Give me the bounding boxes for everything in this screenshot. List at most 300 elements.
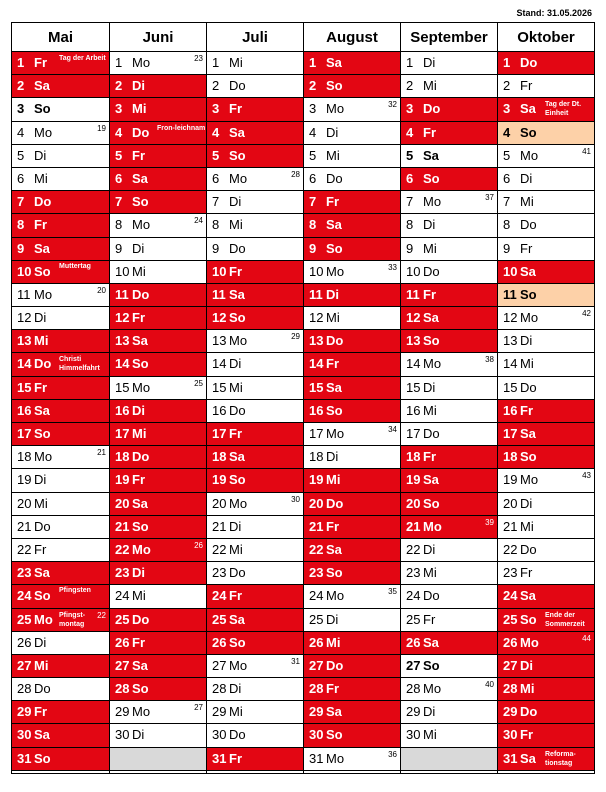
- day-cell: [12, 655, 109, 678]
- weekday-label: Fr: [34, 704, 47, 720]
- weekday-label: Di: [229, 518, 242, 534]
- weekday-label: Di: [34, 634, 47, 650]
- month-column-juli: [206, 23, 303, 773]
- weekday-label: Mo: [326, 426, 345, 441]
- day-number: 14: [406, 356, 421, 372]
- day-number: 11: [212, 286, 226, 302]
- day-number: 18: [17, 449, 32, 465]
- weekday-label: Di: [132, 402, 145, 418]
- holiday-note: Tag der Arbeit: [59, 55, 106, 62]
- day-cell: [207, 353, 303, 376]
- day-number: 24: [115, 588, 130, 604]
- calendar-week-number: 25: [194, 378, 203, 388]
- day-cell: [498, 214, 594, 237]
- day-number: 10: [503, 263, 518, 279]
- day-cell: [110, 539, 206, 562]
- day-cell: [12, 632, 109, 655]
- calendar-week-number: 36: [388, 749, 397, 759]
- day-cell: [498, 75, 594, 98]
- day-cell: [498, 632, 594, 655]
- day-number: 2: [309, 78, 317, 94]
- day-number: 28: [406, 681, 421, 697]
- empty-day-cell: [110, 748, 206, 771]
- day-number: 24: [503, 588, 518, 604]
- day-number: 11: [503, 286, 517, 302]
- day-number: 25: [212, 611, 227, 627]
- day-number: 18: [503, 449, 518, 465]
- calendar-week-number: 29: [291, 332, 300, 342]
- day-cell: [12, 238, 109, 261]
- day-cell: [12, 377, 109, 400]
- calendar-week-number: 41: [582, 146, 591, 156]
- day-cell: [110, 330, 206, 353]
- calendar-week-number: 32: [388, 100, 397, 110]
- weekday-label: Mo: [132, 704, 151, 720]
- day-number: 5: [115, 147, 123, 163]
- day-cell: [12, 353, 109, 376]
- day-number: 23: [309, 565, 324, 581]
- day-cell: [110, 122, 206, 145]
- weekday-label: Fr: [520, 78, 533, 94]
- day-cell: [207, 562, 303, 585]
- weekday-label: Fr: [520, 402, 533, 418]
- day-cell: [110, 423, 206, 446]
- day-cell: [207, 446, 303, 469]
- day-cell: [498, 353, 594, 376]
- weekday-label: Sa: [326, 704, 342, 720]
- weekday-label: Sa: [34, 78, 50, 94]
- day-number: 4: [503, 124, 511, 140]
- weekday-label: Di: [229, 194, 242, 210]
- weekday-label: Di: [326, 286, 339, 302]
- day-cell: [207, 748, 303, 771]
- day-cell: [498, 446, 594, 469]
- holiday-note: Fron-leichnam: [157, 124, 206, 132]
- day-cell: [12, 145, 109, 168]
- weekday-label: Sa: [423, 147, 439, 163]
- day-number: 25: [309, 611, 324, 627]
- day-number: 5: [406, 147, 414, 163]
- weekday-label: Mo: [423, 194, 442, 210]
- day-number: 17: [212, 426, 227, 441]
- weekday-label: Fr: [229, 588, 242, 604]
- day-number: 3: [115, 101, 123, 117]
- weekday-label: So: [423, 495, 440, 511]
- day-cell: [207, 423, 303, 446]
- weekday-label: So: [34, 101, 51, 117]
- day-number: 28: [115, 681, 130, 697]
- day-number: 8: [309, 217, 317, 233]
- day-cell: [498, 238, 594, 261]
- weekday-label: Mi: [326, 147, 340, 163]
- day-cell: [498, 168, 594, 191]
- weekday-label: Fr: [423, 286, 436, 302]
- day-cell: [110, 446, 206, 469]
- weekday-label: Do: [34, 681, 51, 697]
- weekday-label: Sa: [229, 449, 245, 465]
- day-cell: [498, 98, 594, 121]
- day-number: 25: [406, 611, 421, 627]
- weekday-label: Mo: [520, 147, 539, 163]
- weekday-label: Mi: [326, 472, 341, 488]
- day-number: 16: [309, 402, 324, 418]
- day-cell: [12, 701, 109, 724]
- day-cell: [401, 493, 497, 516]
- weekday-label: Fr: [423, 124, 436, 140]
- day-cell: [498, 307, 594, 330]
- day-number: 9: [309, 240, 317, 256]
- weekday-label: Di: [132, 78, 145, 94]
- day-cell: [12, 423, 109, 446]
- day-cell: [401, 562, 497, 585]
- holiday-note: Reforma-tionstag: [545, 750, 576, 767]
- weekday-label: Mo: [229, 657, 248, 673]
- weekday-label: Mi: [132, 263, 146, 279]
- day-cell: [304, 609, 400, 632]
- day-number: 7: [309, 194, 317, 210]
- weekday-label: Mi: [326, 310, 340, 326]
- day-cell: [304, 423, 400, 446]
- weekday-label: Fr: [326, 194, 339, 210]
- day-cell: [498, 52, 594, 75]
- weekday-label: So: [326, 402, 343, 418]
- day-number: 1: [212, 55, 220, 70]
- day-cell: [207, 98, 303, 121]
- day-number: 13: [17, 333, 32, 349]
- weekday-label: Do: [520, 541, 537, 557]
- day-cell: [110, 400, 206, 423]
- day-cell: [12, 261, 109, 284]
- weekday-label: So: [132, 356, 149, 372]
- weekday-label: Di: [132, 240, 145, 256]
- month-column-oktober: [497, 23, 594, 773]
- day-cell: [401, 261, 497, 284]
- weekday-label: Di: [34, 310, 47, 326]
- month-header: Juli: [207, 23, 303, 52]
- weekday-label: So: [326, 78, 343, 94]
- day-cell: [401, 214, 497, 237]
- weekday-label: Sa: [520, 426, 536, 441]
- day-cell: [401, 539, 497, 562]
- day-number: 26: [406, 634, 421, 650]
- weekday-label: Do: [132, 286, 150, 302]
- day-number: 27: [212, 657, 227, 673]
- day-number: 25: [17, 611, 32, 627]
- weekday-label: Do: [423, 426, 440, 441]
- calendar-week-number: 31: [291, 656, 300, 666]
- calendar-grid: [11, 22, 595, 774]
- day-number: 20: [309, 495, 324, 511]
- day-number: 26: [503, 634, 518, 650]
- month-header: Mai: [12, 23, 109, 52]
- day-number: 11: [17, 286, 31, 302]
- day-number: 8: [17, 217, 25, 233]
- day-cell: [207, 261, 303, 284]
- weekday-label: Mo: [326, 101, 345, 117]
- day-number: 31: [17, 750, 32, 766]
- day-cell: [304, 469, 400, 492]
- day-cell: [304, 377, 400, 400]
- weekday-label: So: [520, 611, 537, 627]
- day-cell: [110, 214, 206, 237]
- day-cell: [401, 122, 497, 145]
- day-cell: [498, 261, 594, 284]
- day-number: 29: [503, 704, 518, 720]
- weekday-label: So: [34, 426, 51, 441]
- weekday-label: Fr: [326, 518, 339, 534]
- day-cell: [498, 122, 594, 145]
- day-cell: [401, 52, 497, 75]
- day-cell: [304, 307, 400, 330]
- day-number: 27: [406, 657, 421, 673]
- day-number: 13: [406, 333, 421, 349]
- weekday-label: Fr: [423, 449, 436, 465]
- day-number: 9: [406, 240, 414, 256]
- day-number: 7: [115, 194, 123, 210]
- day-number: 9: [212, 240, 220, 256]
- weekday-label: Do: [132, 449, 150, 465]
- day-number: 18: [115, 449, 130, 465]
- day-cell: [401, 609, 497, 632]
- day-cell: [498, 377, 594, 400]
- day-cell: [498, 284, 594, 307]
- day-cell: [498, 516, 594, 539]
- day-number: 20: [503, 495, 518, 511]
- weekday-label: Mo: [520, 472, 539, 488]
- day-cell: [304, 446, 400, 469]
- day-number: 28: [17, 681, 32, 697]
- month-column-august: [303, 23, 400, 773]
- weekday-label: Mi: [229, 55, 243, 70]
- day-number: 6: [309, 170, 317, 186]
- weekday-label: So: [326, 727, 343, 743]
- day-number: 19: [212, 472, 227, 488]
- day-number: 19: [17, 472, 32, 488]
- day-cell: [110, 678, 206, 701]
- weekday-label: Mi: [34, 170, 48, 186]
- day-number: 24: [406, 588, 421, 604]
- day-cell: [110, 655, 206, 678]
- day-cell: [401, 400, 497, 423]
- weekday-label: Mi: [34, 657, 49, 673]
- weekday-label: Sa: [423, 472, 439, 488]
- day-cell: [207, 493, 303, 516]
- day-number: 21: [309, 518, 324, 534]
- day-number: 13: [503, 333, 518, 349]
- weekday-label: Mo: [34, 124, 53, 140]
- day-number: 11: [309, 286, 323, 302]
- day-cell: [401, 469, 497, 492]
- holiday-note: Tag der Dt. Einheit: [545, 101, 582, 118]
- day-cell: [12, 214, 109, 237]
- day-cell: [304, 75, 400, 98]
- day-cell: [12, 168, 109, 191]
- day-number: 4: [17, 124, 25, 140]
- day-number: 22: [212, 541, 227, 557]
- day-cell: [304, 539, 400, 562]
- weekday-label: Sa: [34, 402, 50, 418]
- weekday-label: Sa: [34, 727, 50, 743]
- day-cell: [207, 585, 303, 608]
- day-cell: [110, 724, 206, 747]
- day-cell: [110, 98, 206, 121]
- weekday-label: Fr: [132, 634, 145, 650]
- day-cell: [304, 145, 400, 168]
- day-number: 10: [17, 263, 32, 279]
- month-header: Juni: [110, 23, 206, 52]
- day-cell: [110, 284, 206, 307]
- weekday-label: So: [229, 147, 246, 163]
- calendar-week-number: 43: [582, 471, 591, 481]
- calendar-week-number: 37: [485, 193, 494, 203]
- weekday-label: Fr: [34, 541, 47, 557]
- day-cell: [498, 400, 594, 423]
- day-cell: [498, 469, 594, 492]
- day-number: 29: [309, 704, 324, 720]
- day-cell: [207, 678, 303, 701]
- day-number: 18: [212, 449, 227, 465]
- day-number: 10: [212, 263, 227, 279]
- weekday-label: So: [132, 194, 149, 210]
- day-cell: [498, 609, 594, 632]
- day-number: 21: [17, 518, 32, 534]
- weekday-label: Do: [520, 379, 537, 395]
- day-number: 17: [17, 426, 32, 441]
- day-cell: [304, 632, 400, 655]
- weekday-label: Mi: [229, 217, 243, 233]
- day-number: 1: [503, 55, 511, 70]
- day-number: 19: [309, 472, 324, 488]
- day-number: 22: [309, 541, 324, 557]
- day-cell: [110, 353, 206, 376]
- weekday-label: Mo: [132, 379, 151, 395]
- day-cell: [304, 516, 400, 539]
- day-cell: [12, 52, 109, 75]
- weekday-label: Mi: [423, 727, 437, 743]
- day-cell: [110, 701, 206, 724]
- day-cell: [304, 330, 400, 353]
- weekday-label: Do: [132, 124, 150, 140]
- day-number: 29: [212, 704, 227, 720]
- day-cell: [110, 238, 206, 261]
- weekday-label: Fr: [423, 611, 436, 627]
- day-number: 14: [309, 356, 324, 372]
- weekday-label: So: [34, 588, 51, 604]
- weekday-label: Do: [229, 727, 246, 743]
- weekday-label: Mo: [326, 750, 345, 766]
- day-cell: [207, 330, 303, 353]
- day-cell: [110, 632, 206, 655]
- weekday-label: Do: [423, 101, 441, 117]
- day-cell: [401, 238, 497, 261]
- weekday-label: Mo: [132, 55, 151, 70]
- day-cell: [110, 609, 206, 632]
- day-number: 21: [503, 518, 518, 534]
- day-cell: [207, 52, 303, 75]
- month-column-september: [400, 23, 497, 773]
- day-cell: [498, 145, 594, 168]
- day-number: 3: [17, 101, 25, 117]
- day-cell: [12, 284, 109, 307]
- weekday-label: So: [423, 333, 440, 349]
- day-cell: [304, 98, 400, 121]
- day-cell: [110, 145, 206, 168]
- weekday-label: Mi: [34, 495, 48, 511]
- day-number: 2: [212, 78, 220, 94]
- month-column-juni: [109, 23, 206, 773]
- day-cell: [12, 469, 109, 492]
- day-number: 10: [406, 263, 421, 279]
- day-cell: [401, 353, 497, 376]
- stand-date: Stand: 31.05.2026: [516, 8, 592, 18]
- weekday-label: Di: [423, 704, 436, 720]
- weekday-label: So: [520, 124, 537, 140]
- day-cell: [207, 724, 303, 747]
- day-cell: [401, 516, 497, 539]
- weekday-label: Sa: [326, 541, 342, 557]
- day-cell: [110, 493, 206, 516]
- day-number: 15: [309, 379, 324, 395]
- calendar-week-number: 28: [291, 169, 300, 179]
- weekday-label: So: [229, 310, 246, 326]
- day-cell: [207, 122, 303, 145]
- day-cell: [12, 493, 109, 516]
- day-number: 2: [115, 78, 123, 94]
- weekday-label: Di: [326, 124, 339, 140]
- weekday-label: Mo: [326, 588, 345, 604]
- day-number: 12: [212, 310, 227, 326]
- day-number: 25: [115, 611, 130, 627]
- day-cell: [304, 655, 400, 678]
- day-cell: [304, 400, 400, 423]
- calendar-week-number: 44: [582, 633, 591, 643]
- weekday-label: Mo: [326, 263, 345, 279]
- calendar-week-number: 22: [97, 610, 106, 620]
- weekday-label: Do: [229, 402, 246, 418]
- day-cell: [207, 168, 303, 191]
- weekday-label: So: [423, 657, 440, 673]
- day-number: 11: [115, 286, 129, 302]
- day-cell: [304, 678, 400, 701]
- day-number: 9: [503, 240, 511, 256]
- weekday-label: Di: [229, 356, 242, 372]
- day-cell: [12, 75, 109, 98]
- day-number: 6: [406, 170, 414, 186]
- day-number: 1: [115, 55, 123, 70]
- weekday-label: Do: [132, 611, 150, 627]
- day-number: 26: [115, 634, 130, 650]
- day-cell: [401, 75, 497, 98]
- day-cell: [110, 516, 206, 539]
- day-number: 5: [17, 147, 25, 163]
- weekday-label: Mo: [34, 286, 53, 302]
- weekday-label: Do: [520, 55, 538, 70]
- day-number: 27: [115, 657, 130, 673]
- day-number: 6: [115, 170, 123, 186]
- weekday-label: So: [132, 681, 149, 697]
- weekday-label: So: [132, 518, 149, 534]
- day-number: 4: [406, 124, 414, 140]
- day-number: 13: [309, 333, 324, 349]
- day-number: 30: [503, 727, 518, 743]
- day-number: 1: [309, 55, 317, 70]
- day-number: 23: [17, 565, 32, 581]
- day-number: 3: [212, 101, 220, 117]
- day-number: 7: [212, 194, 220, 210]
- day-number: 17: [503, 426, 518, 441]
- day-number: 7: [503, 194, 511, 210]
- weekday-label: So: [326, 565, 343, 581]
